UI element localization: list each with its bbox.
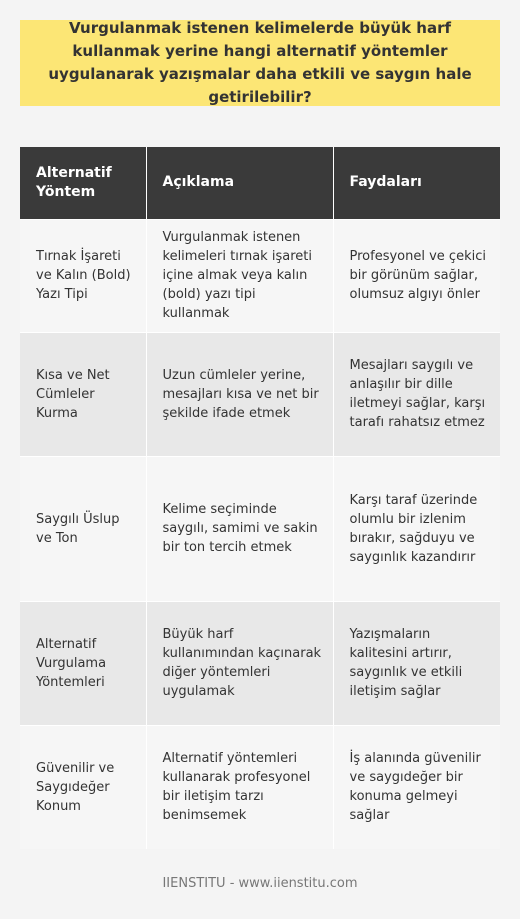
description-cell: Kelime seçiminde saygılı, samimi ve sakin bir ton tercih etmek (146, 456, 333, 601)
footer-credit: IIENSTITU - www.iienstitu.com (162, 876, 358, 891)
description-cell: Uzun cümleler yerine, mesajları kısa ve net bir şekilde ifade etmek (146, 332, 333, 456)
description-cell: Alternatif yöntemleri kullanarak profesyonel bir iletişim tarzı benimsemek (146, 725, 333, 849)
table-row (20, 219, 500, 332)
title-banner (20, 20, 500, 106)
comparison-table (20, 147, 500, 849)
method-cell: Alternatif Vurgulama Yöntemleri (20, 601, 146, 725)
benefits-cell: İş alanında güvenilir ve saygıdeğer bir konuma gelmeyi sağlar (333, 725, 500, 849)
table-row (20, 725, 500, 849)
method-cell: Kısa ve Net Cümleler Kurma (20, 332, 146, 456)
benefits-cell: Karşı taraf üzerinde olumlu bir izlenim bırakır, sağduyu ve saygınlık kazandırır (333, 456, 500, 601)
method-cell: Saygılı Üslup ve Ton (20, 456, 146, 601)
method-cell: Tırnak İşareti ve Kalın (Bold) Yazı Tipi (20, 219, 146, 332)
benefits-cell: Mesajları saygılı ve anlaşılır bir dille iletmeyi sağlar, karşı tarafı rahatsız etmez (333, 332, 500, 456)
method-cell: Güvenilir ve Saygıdeğer Konum (20, 725, 146, 849)
table-row (20, 332, 500, 456)
benefits-cell: Profesyonel ve çekici bir görünüm sağlar, olumsuz algıyı önler (333, 219, 500, 332)
description-cell: Büyük harf kullanımından kaçınarak diğer yöntemleri uygulamak (146, 601, 333, 725)
page-title: Vurgulanmak istenen kelimelerde büyük harf kullanmak yerine hangi alternatif yöntemler uygulanarak yazışmalar daha etkili ve saygın hale getirilebilir? (48, 19, 472, 106)
table-header-row (20, 147, 500, 219)
header-benefits: Faydaları (349, 174, 422, 191)
header-description: Açıklama (146, 147, 333, 219)
benefits-cell: Yazışmaların kalitesini artırır, saygınlık ve etkili iletişim sağlar (333, 601, 500, 725)
table-row (20, 601, 500, 725)
table-row (20, 456, 500, 601)
header-method: Alternatif Yöntem (20, 147, 146, 219)
description-cell: Vurgulanmak istenen kelimeleri tırnak işareti içine almak veya kalın (bold) yazı tipi kullanmak (146, 219, 333, 332)
